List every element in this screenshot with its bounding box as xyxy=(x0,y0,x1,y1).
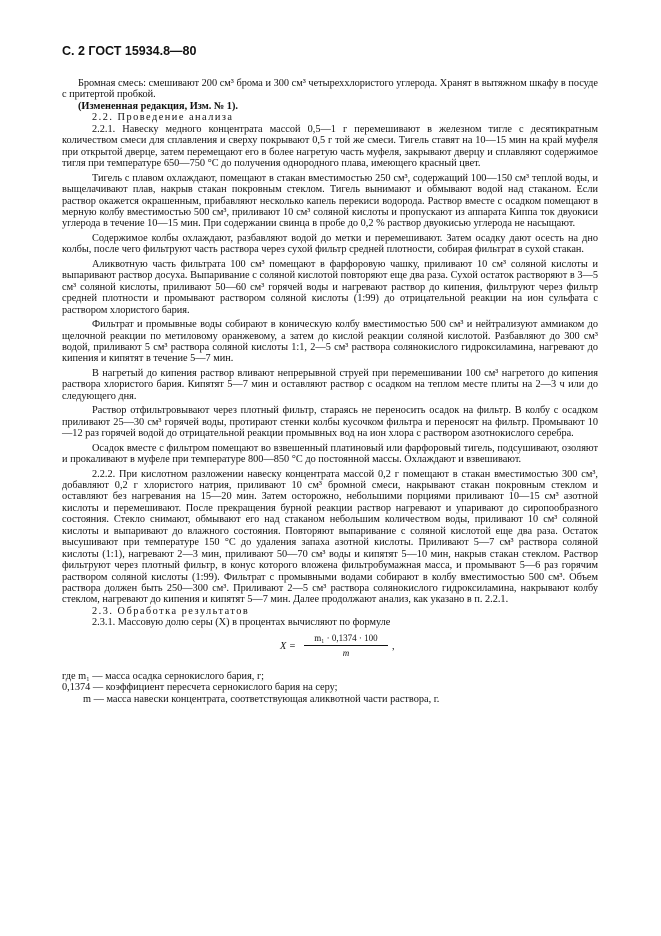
sulfur-formula xyxy=(62,633,598,667)
paragraph-filtrate-neutralize: Фильтрат и промывные воды собирают в коническую колбу вместимостью 500 см³ и нейтрализуют аммиаком до щелочной реакции по метиловому оранжевому, а затем до кислой реакции соляной кислотой. Разбавляют до 300 см³ водой, приливают 5 см³ раствора соляной кислоты 1:1, 2—5 см³ раствора солянокислого гидроксиламина, нагревают до кипения и кипятят в течение 5—7 мин. xyxy=(62,319,598,365)
formula-comma: , xyxy=(392,640,395,652)
paragraph-barium-chloride: В нагретый до кипения раствор вливают непрерывной струей при перемешивании 100 см³ нагретого до кипения раствора хлористого бария. Кипятят 5—7 мин и оставляют раствор с осадком на теплом месте плиты на 2—3 ч или до следующего дня. xyxy=(62,367,598,402)
paragraph-2-3-1: 2.3.1. Массовую долю серы (X) в процентах вычисляют по формуле xyxy=(92,617,391,629)
paragraph-aliquot: Аликвотную часть фильтрата 100 см³ помещают в фарфоровую чашку, приливают 10 см³ соляной кислоты и выпаривают раствор досуха. Выпаривание с соляной кислотой повторяют еще два раза. Сухой остаток растворяют в 3—5 см³ соляной кислоты, приливают 50—60 см³ горячей воды и нагревают раствор до кипения, фильтруют через фильтр средней плотности и промывают раствором соляной кислоты (1:99) до отрицательной реакции на ион сульфата с раствором хлористого бария. xyxy=(62,258,598,316)
paragraph-2-2-1: 2.2.1. Навеску медного концентрата массой 0,5—1 г перемешивают в железном тигле с десятикратным количеством смеси для сплавления и сверху покрывают 0,5 г той же смеси. Тигель ставят на 10—15 мин на край муфеля при открытой дверце, затем перемещают его в более нагретую часть муфеля, закрывают дверцу и сплавляют содержимое тигля при температуре 650—750 °С до получения однородного плава, имеющего красный цвет. xyxy=(62,123,598,170)
variable-definitions xyxy=(62,671,598,705)
formula-numerator: m₁ · 0,1374 · 100 xyxy=(314,632,378,643)
formula-fraction xyxy=(304,633,388,658)
paragraph-crucible-cooling: Тигель с плавом охлаждают, помещают в стакан вместимостью 250 см³, содержащий 100—150 см³ теплой воды, и выщелачивают плав, накрыв стакан покровным стеклом. Тигель вынимают и обмывают водой над стаканом. Если раствор окажется окрашенным, прибавляют несколько капель перекиси водорода. Раствор вместе с осадком помещают в мерную колбу вместимостью 500 см³, приливают 10 см³ соляной кислоты и пропускают из аппарата Киппа ток двуокиси углерода в течение 10—15 мин. При содержании свинца в пробе до 0,2 % раствор двуокисью углерода не насыщают. xyxy=(62,172,598,230)
fraction-bar xyxy=(304,645,388,646)
formula-lhs: X = xyxy=(280,640,296,652)
document-page xyxy=(62,44,598,705)
paragraph-amendment-note: (Измененная редакция, Изм. № 1). xyxy=(78,100,238,112)
definition-m: m — масса навески концентрата, соответствующая аликвотной части раствора, г. xyxy=(83,693,440,705)
definition-m1: где m₁ — масса осадка сернокислого бария, г; xyxy=(62,670,265,682)
definition-coefficient: 0,1374 — коэффициент пересчета сернокислого бария на серу; xyxy=(62,682,338,694)
paragraph-bromine-mixture: Бромная смесь: смешивают 200 см³ брома и 300 см³ четыреххлористого углерода. Хранят в вытяжном шкафу в посуде с притертой пробкой. xyxy=(62,78,598,101)
paragraph-flask-contents: Содержимое колбы охлаждают, разбавляют водой до метки и перемешивают. Затем осадку дают осесть на дно колбы, после чего фильтруют часть раствора через сухой фильтр средней плотности, собирая фильтрат в сухой стакан. xyxy=(62,232,598,256)
paragraph-filtration: Раствор отфильтровывают через плотный фильтр, стараясь не переносить осадок на фильтр. В колбу с осадком приливают 25—30 см³ горячей воды, протирают стенки колбы кусочком фильтра и переносят на фильтр. Промывают 10—12 раз горячей водой до отрицательной реакции промывных вод на ион хлора с раствором азотнокислого серебра. xyxy=(62,405,598,440)
paragraph-calcination: Осадок вместе с фильтром помещают во взвешенный платиновый или фарфоровый тигель, подсушивают, озоляют и прокаливают в муфеле при температуре 800—850 °С до постоянной массы. Охлаждают и взвешивают. xyxy=(62,442,598,466)
page-header: С. 2 ГОСТ 15934.8—80 xyxy=(62,44,197,58)
paragraph-2-2-2: 2.2.2. При кислотном разложении навеску концентрата массой 0,2 г помещают в стакан вместимостью 300 см³, добавляют 0,2 г хлористого натрия, приливают 10 см³ бромной смеси, накрывают стакан покровным стеклом и оставляют без нагревания на 15—20 мин. Затем осторожно, небольшими порциями приливают 10—15 см³ азотной кислоты и перемешивают. После прекращения бурной реакции раствор нагревают и упаривают до сиропообразного состояния. Стекло снимают, обмывают его над стаканом небольшим количеством воды, приливают 10 см³ соляной кислоты и выпаривают до влажного состояния. Повторяют выпаривание с соляной кислотой еще два раза. Остаток высушивают при температуре 150 °С до удаления запаха азотной кислоты. Приливают 5—7 см³ раствора соляной кислоты (1:1), нагревают 2—3 мин, приливают 50—70 см³ воды и кипятят 5—10 мин, накрыв стакан стеклом. Раствор фильтруют через плотный фильтр, в конус которого вложена фильтробумажная масса, и промывают 5—6 раз горячим раствором соляной кислоты (1:99). Фильтрат с промывными водами собирают в колбу вместимостью 500 см³. Объем раствора должен быть 250—300 см³. Приливают 2—5 см³ раствора солянокислого гидроксиламина, накрывают колбу стеклом, нагревают до кипения и кипятят 5—7 мин. Далее продолжают анализ, как указано в п. 2.2.1. xyxy=(62,468,598,606)
formula-denominator: m xyxy=(342,647,350,658)
section-heading-results: 2.3. Обработка результатов xyxy=(92,605,250,617)
section-heading-analysis: 2.2. Проведение анализа xyxy=(92,112,234,124)
